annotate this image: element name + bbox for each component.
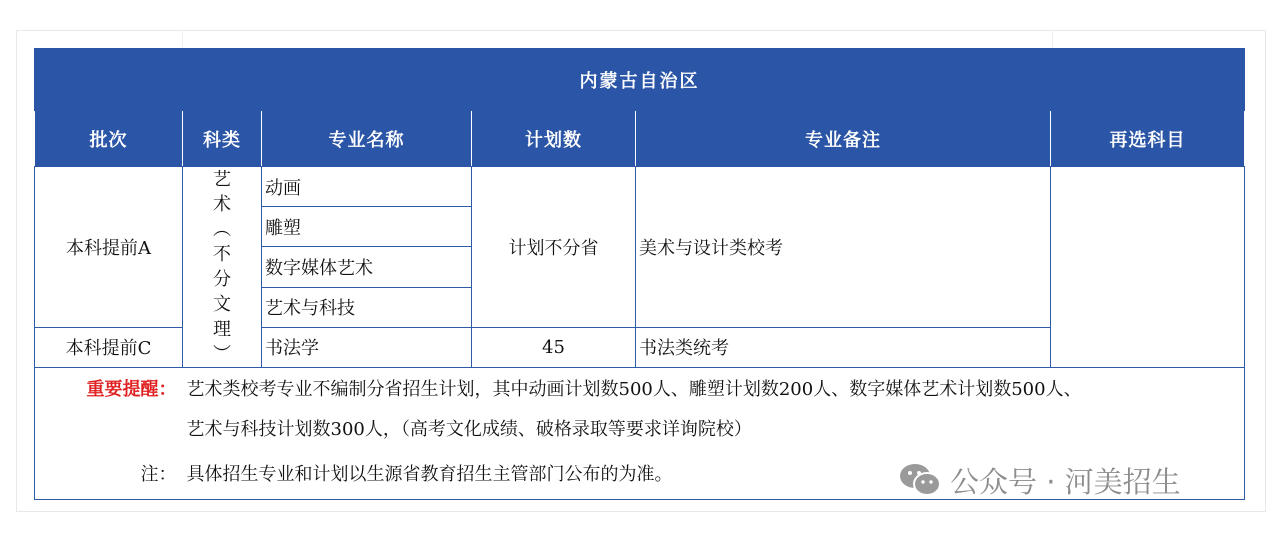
category-char: 文 [213,294,231,315]
major-cell: 数字媒体艺术 [262,247,472,287]
grid-line [1052,30,1053,48]
wechat-icon [898,462,942,498]
spacer-cell [35,408,183,448]
major-cell: 动画 [262,167,472,207]
watermark-text: 公众号 · 河美招生 [950,464,1181,499]
category-char: ︶ [213,344,231,365]
plan-cell: 45 [472,327,636,367]
category-char: 分 [213,269,231,290]
remark-cell: 美术与设计类校考 [636,167,1051,328]
category-char: 术 [213,194,231,215]
reselect-cell [1051,167,1245,368]
category-char: 理 [213,319,231,340]
note-text: 具体招生专业和计划以生源省教育招生主管部门公布的为准。 [183,448,1245,500]
category-cell [183,167,262,368]
major-cell: 雕塑 [262,207,472,247]
notes-row [35,368,1245,408]
major-cell: 书法学 [262,327,472,367]
remark-cell: 书法类统考 [636,327,1051,367]
header-major-remark: 专业备注 [636,111,1051,167]
note-label: 注： [35,448,183,500]
important-text-line2: 艺术与科技计划数300人，（高考文化成绩、破格录取等要求详询院校） [183,408,1245,448]
header-batch: 批次 [35,111,183,167]
table-title: 内蒙古自治区 [35,49,1245,111]
batch-cell: 本科提前A [35,167,183,328]
header-plan-count: 计划数 [472,111,636,167]
header-major-name: 专业名称 [262,111,472,167]
watermark [898,460,1181,500]
batch-cell: 本科提前C [35,327,183,367]
notes-row [35,408,1245,448]
table-row [35,167,1245,207]
header-category: 科类 [183,111,262,167]
plan-cell: 计划不分省 [472,167,636,328]
important-label: 重要提醒： [35,368,183,408]
header-reselect-subjects: 再选科目 [1051,111,1245,167]
grid-line [182,30,183,48]
important-text-line1: 艺术类校考专业不编制分省招生计划，其中动画计划数500人、雕塑计划数200人、数字媒体艺术计划数500人、 [183,368,1245,408]
category-char: 不 [213,244,231,265]
category-char: ︵ [213,219,231,240]
major-cell: 艺术与科技 [262,287,472,327]
admission-plan-table [34,48,1245,500]
category-char: 艺 [213,169,231,190]
